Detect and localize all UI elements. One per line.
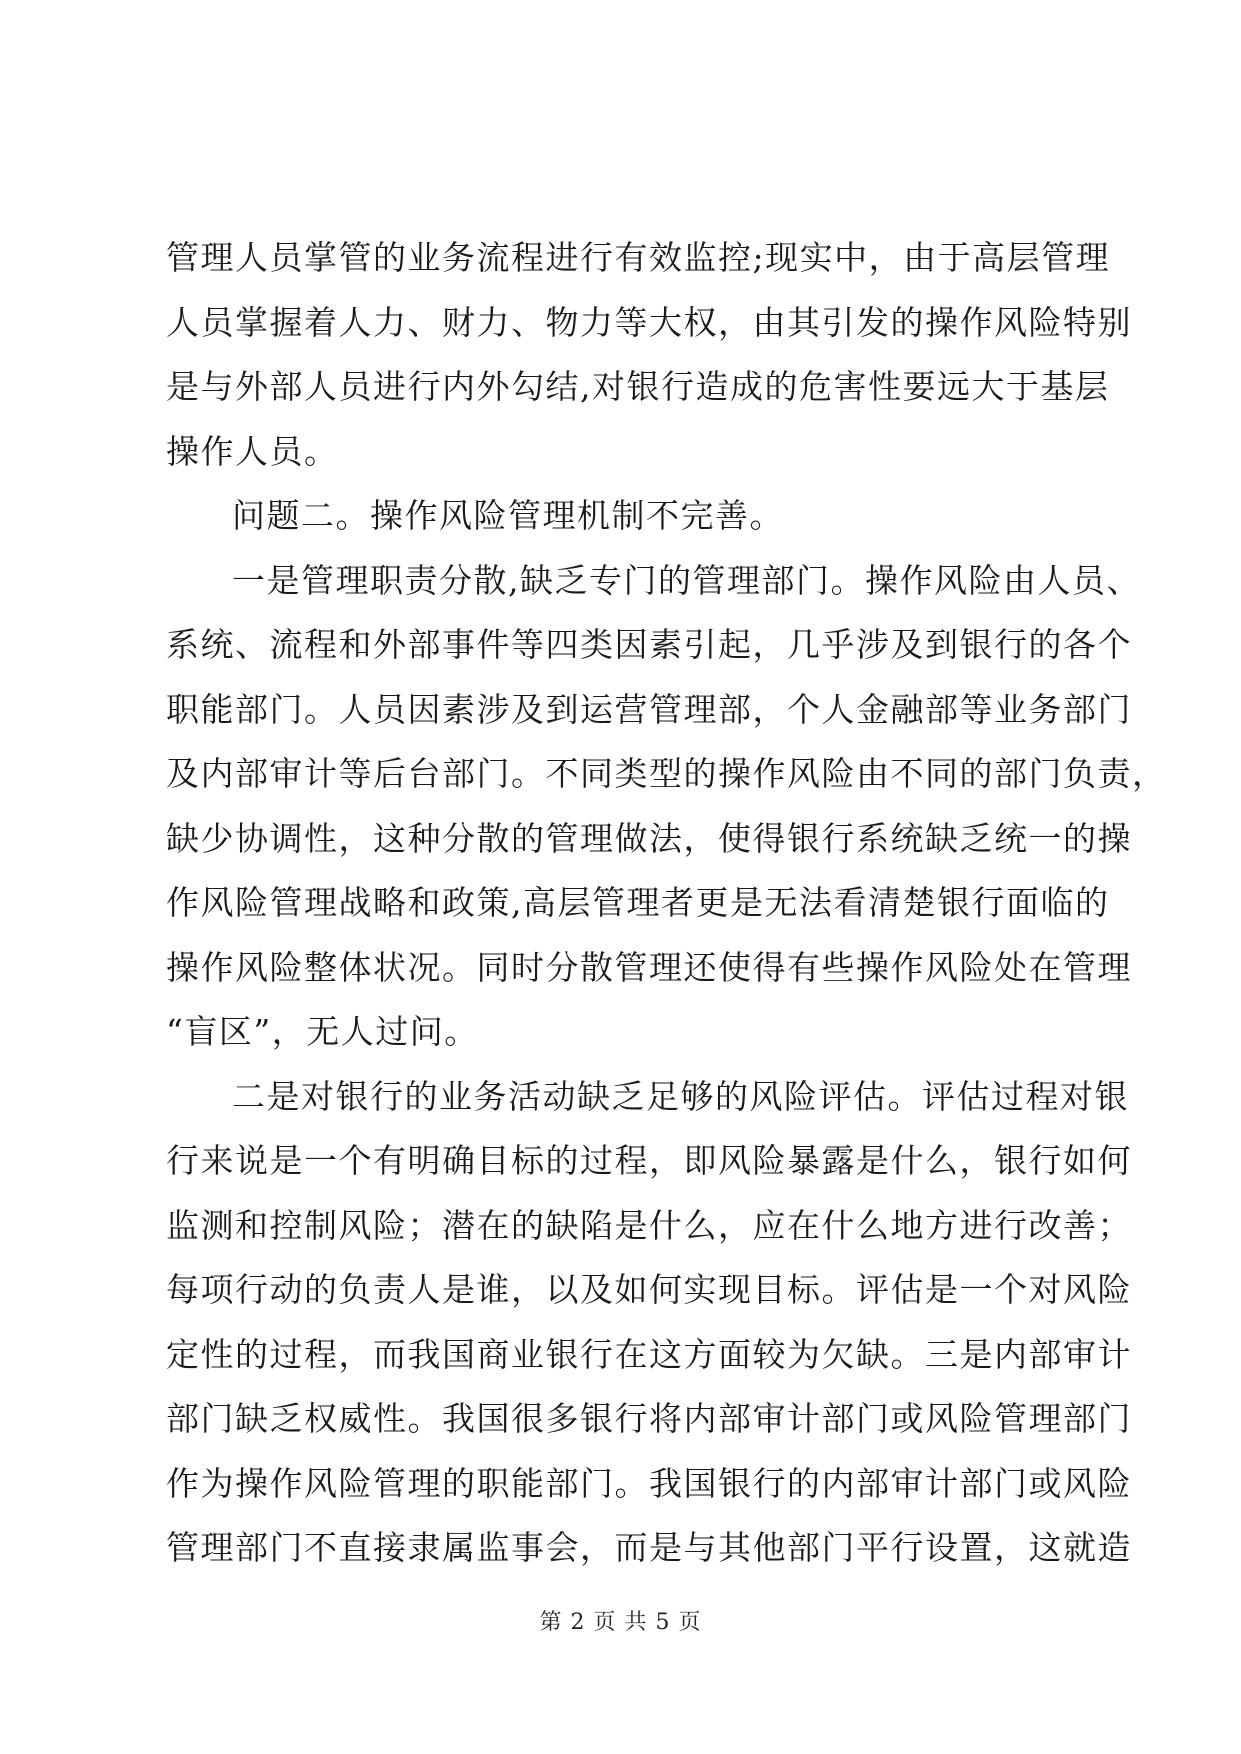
text-line: 监测和控制风险；潜在的缺陷是什么，应在什么地方进行改善； (166, 1205, 1132, 1245)
body-text (166, 226, 1167, 1581)
text-line: 是与外部人员进行内外勾结,对银行造成的危害性要远大于基层 (166, 367, 1110, 406)
text-line: 系统、流程和外部事件等四类因素引起，几乎涉及到银行的各个 (166, 625, 1132, 664)
text-line: 管理人员掌管的业务流程进行有效监控;现实中，由于高层管理 (166, 238, 1111, 277)
text-line: 作为操作风险管理的职能部门。我国银行的内部审计部门或风险 (166, 1463, 1132, 1503)
text-line: 定性的过程，而我国商业银行在这方面较为欠缺。三是内部审计 (166, 1334, 1132, 1374)
text-line: 职能部门。人员因素涉及到运营管理部，个人金融部等业务部门 (166, 689, 1132, 729)
text-line: 每项行动的负责人是谁，以及如何实现目标。评估是一个对风险 (166, 1270, 1132, 1309)
text-line: 部门缺乏权威性。我国很多银行将内部审计部门或风险管理部门 (166, 1399, 1132, 1438)
text-line: 二是对银行的业务活动缺乏足够的风险评估。评估过程对银 (232, 1076, 1129, 1116)
text-line: 一是管理职责分散,缺乏专门的管理部门。操作风险由人员、 (232, 560, 1141, 600)
text-line: “盲区”，无人过问。 (166, 1012, 479, 1051)
section-heading: 问题二。操作风险管理机制不完善。 (232, 496, 784, 535)
page-number-footer: 第 2 页 共 5 页 (539, 1610, 702, 1635)
text-line: 及内部审计等后台部门。不同类型的操作风险由不同的部门负责， (166, 754, 1167, 793)
text-line: 操作风险整体状况。同时分散管理还使得有些操作风险处在管理 (166, 947, 1132, 987)
text-line: 行来说是一个有明确目标的过程，即风险暴露是什么，银行如何 (166, 1141, 1132, 1180)
text-line: 操作人员。 (166, 431, 339, 471)
text-line: 缺少协调性，这种分散的管理做法，使得银行系统缺乏统一的操 (166, 818, 1132, 858)
text-line: 管理部门不直接隶属监事会，而是与其他部门平行设置，这就造 (166, 1528, 1132, 1567)
text-line: 作风险管理战略和政策,高层管理者更是无法看清楚银行面临的 (166, 883, 1110, 922)
text-line: 人员掌握着人力、财力、物力等大权，由其引发的操作风险特别 (166, 302, 1132, 342)
